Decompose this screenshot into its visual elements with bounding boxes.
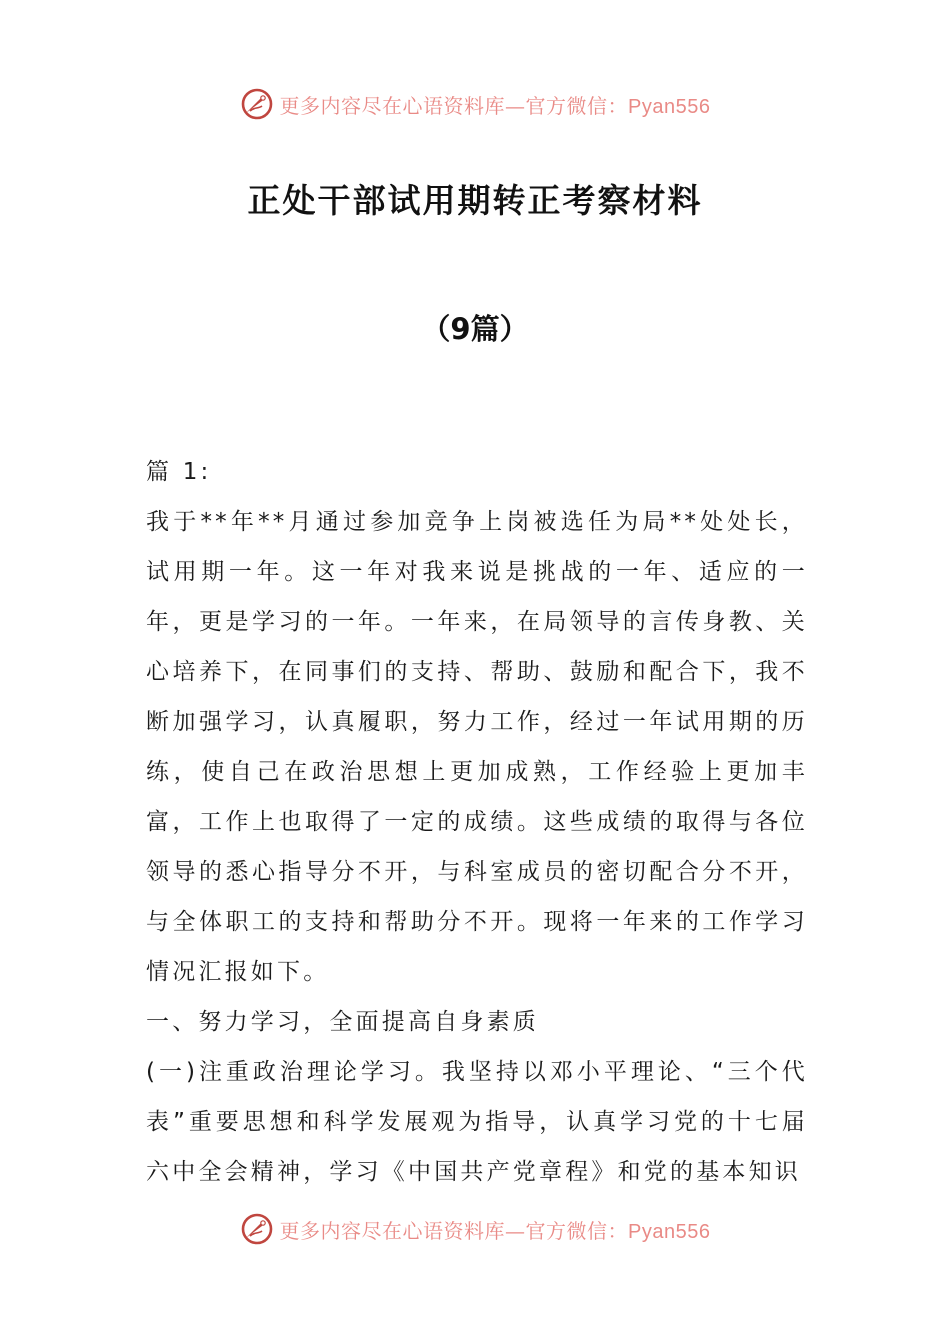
pen-logo-icon	[240, 1212, 274, 1246]
heading-study: 一、努力学习，全面提高自身素质	[146, 1009, 539, 1035]
document-subtitle: （9篇）	[421, 312, 529, 346]
watermark-handle: Pyan556	[628, 1220, 711, 1243]
paragraph-theory: (一)注重政治理论学习。我坚持以邓小平理论、“三个代表”重要思想和科学发展观为指导，认真学习党的十七届六中全会精神，学习《中国共产党章程》和党的基本知识	[146, 1059, 808, 1185]
header-watermark	[0, 84, 950, 124]
document-body	[146, 447, 808, 1197]
watermark-text: 更多内容尽在心语资料库—官方微信：Pyan556	[279, 93, 711, 118]
document-title: 正处干部试用期转正考察材料	[247, 181, 703, 220]
watermark-handle: Pyan556	[628, 95, 711, 118]
section-label: 篇 1:	[146, 459, 212, 485]
paragraph-intro: 我于**年**月通过参加竞争上岗被选任为局**处处长，试用期一年。这一年对我来说是挑战的一年、适应的一年，更是学习的一年。一年来，在局领导的言传身教、关心培养下，在同事们的支持、帮助、鼓励和配合下，我不断加强学习，认真履职，努力工作，经过一年试用期的历练，使自己在政治思想上更加成熟，工作经验上更加丰富，工作上也取得了一定的成绩。这些成绩的取得与各位领导的悉心指导分不开，与科室成员的密切配合分不开，与全体职工的支持和帮助分不开。现将一年来的工作学习情况汇报如下。	[146, 509, 808, 985]
pen-logo-icon	[240, 87, 274, 121]
watermark-text: 更多内容尽在心语资料库—官方微信：Pyan556	[279, 1218, 711, 1243]
footer-watermark	[0, 1209, 950, 1249]
